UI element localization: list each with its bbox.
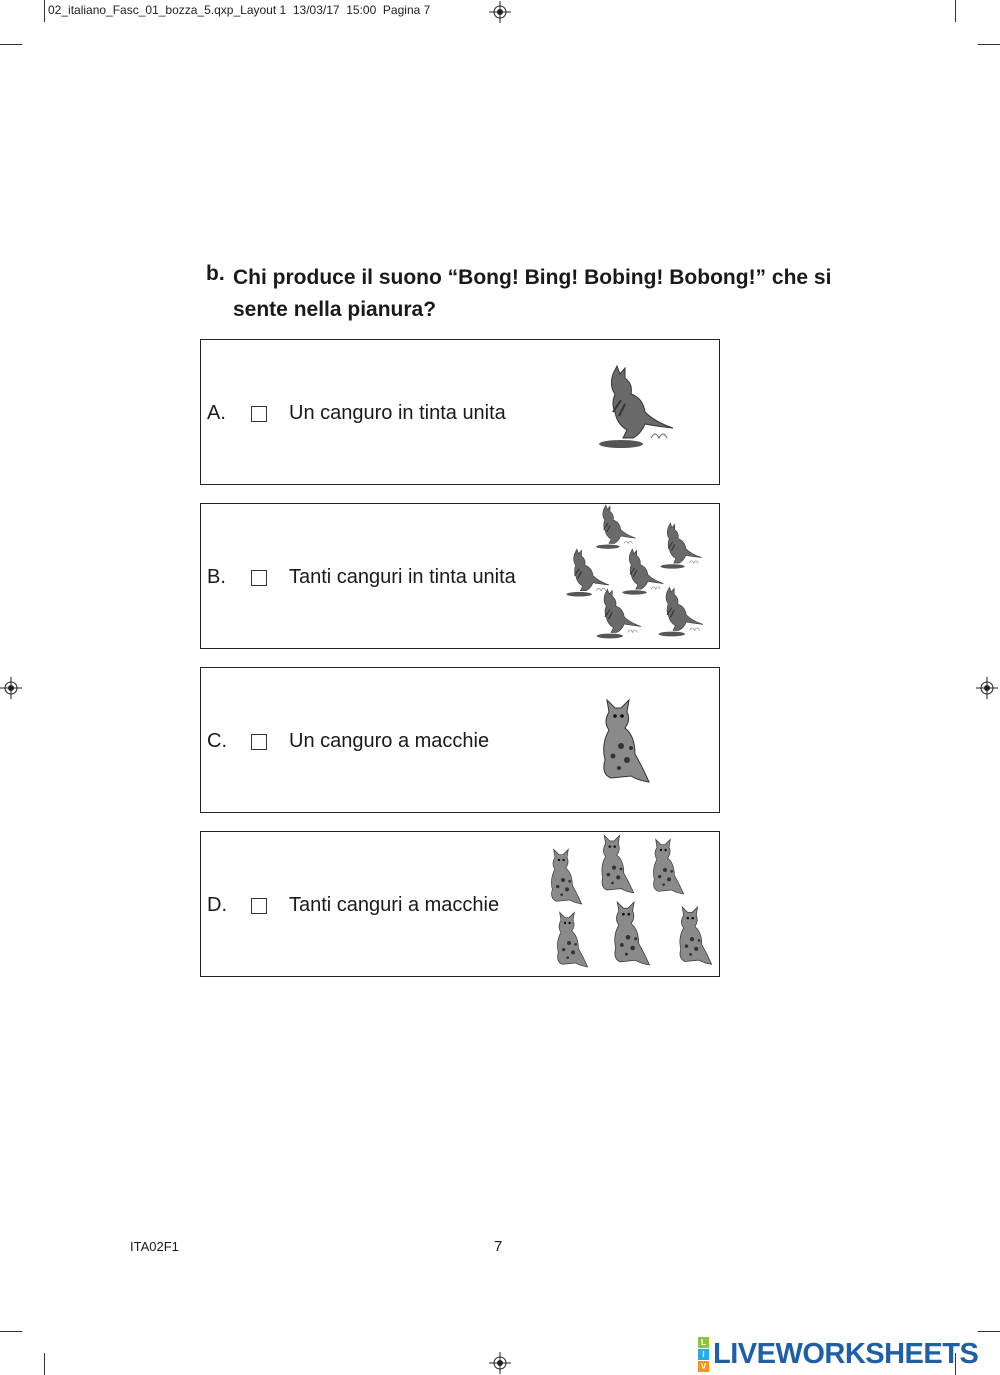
page-number: 7 xyxy=(494,1238,503,1255)
many-spotted-kangaroos-icon xyxy=(543,834,721,976)
logo-text: LIVEWORKSHEETS xyxy=(713,1337,979,1370)
option-letter: D. xyxy=(207,894,227,916)
option-checkbox[interactable] xyxy=(251,898,267,914)
registration-mark-icon xyxy=(976,677,998,699)
single-spotted-kangaroo-icon xyxy=(591,698,651,788)
crop-mark xyxy=(44,1353,45,1375)
crop-mark xyxy=(44,0,45,22)
printer-slug: 02_italiano_Fasc_01_bozza_5.qxp_Layout 1 13/03/17 15:00 Pagina 7 xyxy=(48,3,431,17)
option-checkbox[interactable] xyxy=(251,570,267,586)
crop-mark xyxy=(978,44,1000,45)
logo-block: L xyxy=(698,1337,709,1348)
registration-mark-icon xyxy=(489,1352,511,1374)
liveworksheets-logo[interactable] xyxy=(698,1337,978,1371)
crop-mark xyxy=(0,1331,22,1332)
crop-mark xyxy=(0,44,22,45)
registration-mark-icon xyxy=(489,1,511,23)
question-letter: b. xyxy=(206,262,225,285)
option-label: Tanti canguri in tinta unita xyxy=(289,566,516,588)
many-plain-kangaroos-icon xyxy=(563,504,717,648)
option-letter: C. xyxy=(207,730,227,752)
option-letter: B. xyxy=(207,566,226,588)
crop-mark xyxy=(978,1331,1000,1332)
option-checkbox[interactable] xyxy=(251,734,267,750)
logo-blocks-icon xyxy=(698,1337,709,1372)
crop-mark xyxy=(955,0,956,22)
option-c[interactable] xyxy=(200,667,720,813)
option-label: Un canguro in tinta unita xyxy=(289,402,506,424)
question-text: Chi produce il suono “Bong! Bing! Bobing! Bobong!” che si sente nella pianura? xyxy=(233,266,832,321)
footer-code: ITA02F1 xyxy=(130,1239,179,1254)
option-label: Un canguro a macchie xyxy=(289,730,490,752)
single-plain-kangaroo-icon xyxy=(589,360,685,456)
logo-block: V xyxy=(698,1361,709,1372)
option-label: Tanti canguri a macchie xyxy=(289,894,500,916)
option-checkbox[interactable] xyxy=(251,406,267,422)
logo-block: I xyxy=(698,1349,709,1360)
option-a[interactable] xyxy=(200,339,720,485)
option-d[interactable] xyxy=(200,831,720,977)
option-letter: A. xyxy=(207,402,226,424)
option-b[interactable] xyxy=(200,503,720,649)
registration-mark-icon xyxy=(0,677,22,699)
